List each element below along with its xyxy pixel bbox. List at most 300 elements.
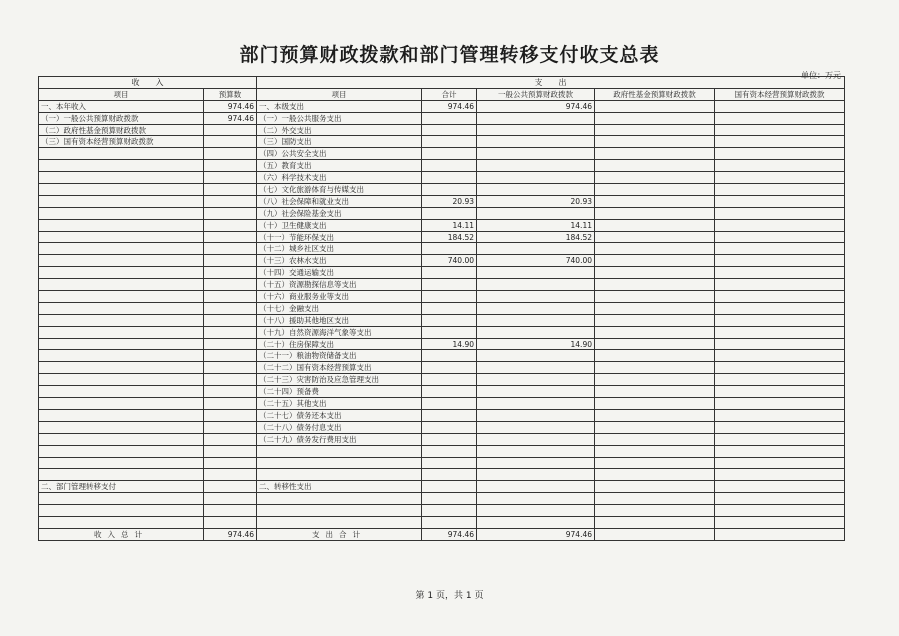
income-item-cell — [39, 172, 204, 184]
expense-item-cell: （二十二）国有资本经营预算支出 — [257, 362, 422, 374]
expense-item-cell: （二十四）预备费 — [257, 386, 422, 398]
table-row — [39, 112, 845, 124]
fund-budget-cell — [595, 302, 715, 314]
general-budget-cell — [477, 362, 595, 374]
income-value-cell — [204, 338, 257, 350]
income-value-cell — [204, 160, 257, 172]
income-value-cell — [204, 124, 257, 136]
fund-budget-cell — [595, 314, 715, 326]
expense-item-cell — [257, 516, 422, 528]
income-value-cell — [204, 457, 257, 469]
expense-item-cell — [257, 469, 422, 481]
income-value-cell — [204, 148, 257, 160]
table-row — [39, 279, 845, 291]
fund-budget-cell — [595, 184, 715, 196]
expense-total-cell — [422, 433, 477, 445]
general-budget-cell — [477, 326, 595, 338]
col-header-total: 合计 — [422, 88, 477, 100]
income-item-cell — [39, 255, 204, 267]
expense-total-cell — [422, 124, 477, 136]
income-value-cell — [204, 184, 257, 196]
expense-total-cell: 184.52 — [422, 231, 477, 243]
income-item-cell — [39, 469, 204, 481]
expense-total-cell — [422, 505, 477, 517]
state-capital-cell — [715, 398, 845, 410]
expense-item-cell: （二十九）债务发行费用支出 — [257, 433, 422, 445]
income-item-cell: 二、部门管理转移支付 — [39, 481, 204, 493]
expense-total-cell — [422, 350, 477, 362]
expense-item-cell: （九）社会保险基金支出 — [257, 207, 422, 219]
state-capital-cell — [715, 409, 845, 421]
state-capital-cell — [715, 457, 845, 469]
state-capital-cell — [715, 207, 845, 219]
expense-total-cell — [422, 516, 477, 528]
state-capital-cell — [715, 112, 845, 124]
expense-total-cell — [422, 148, 477, 160]
expense-total-cell: 20.93 — [422, 195, 477, 207]
general-budget-cell — [477, 445, 595, 457]
fund-budget-cell — [595, 112, 715, 124]
state-capital-cell — [715, 172, 845, 184]
general-budget-cell — [477, 243, 595, 255]
expense-item-cell: （二十七）债务还本支出 — [257, 409, 422, 421]
general-budget-cell — [477, 457, 595, 469]
table-row — [39, 398, 845, 410]
income-item-cell — [39, 219, 204, 231]
table-row — [39, 362, 845, 374]
income-value-cell — [204, 362, 257, 374]
general-budget-cell — [477, 386, 595, 398]
expense-total-cell — [422, 374, 477, 386]
income-item-cell — [39, 516, 204, 528]
general-budget-cell — [477, 291, 595, 303]
expense-total-cell — [422, 136, 477, 148]
income-value-cell — [204, 516, 257, 528]
income-value-cell — [204, 279, 257, 291]
table-row — [39, 445, 845, 457]
income-item-cell — [39, 374, 204, 386]
income-item-cell — [39, 445, 204, 457]
general-budget-cell: 14.11 — [477, 219, 595, 231]
income-value-cell: 974.46 — [204, 528, 257, 540]
income-item-cell — [39, 433, 204, 445]
income-item-cell — [39, 409, 204, 421]
expense-item-cell: 二、转移性支出 — [257, 481, 422, 493]
state-capital-cell — [715, 291, 845, 303]
fund-budget-cell — [595, 374, 715, 386]
expense-total-cell: 14.11 — [422, 219, 477, 231]
income-value-cell — [204, 302, 257, 314]
general-budget-cell — [477, 172, 595, 184]
expense-total-cell: 14.90 — [422, 338, 477, 350]
general-budget-cell — [477, 433, 595, 445]
income-value-cell — [204, 493, 257, 505]
state-capital-cell — [715, 302, 845, 314]
fund-budget-cell — [595, 100, 715, 112]
general-budget-cell: 20.93 — [477, 195, 595, 207]
state-capital-cell — [715, 421, 845, 433]
table-row — [39, 160, 845, 172]
table-row — [39, 374, 845, 386]
general-budget-cell — [477, 409, 595, 421]
income-item-cell — [39, 279, 204, 291]
state-capital-cell — [715, 314, 845, 326]
fund-budget-cell — [595, 172, 715, 184]
expense-section-header: 支 出 — [257, 77, 845, 89]
income-item-cell — [39, 184, 204, 196]
income-item-cell — [39, 421, 204, 433]
expense-total-cell — [422, 314, 477, 326]
income-item-cell — [39, 195, 204, 207]
fund-budget-cell — [595, 528, 715, 540]
income-value-cell — [204, 433, 257, 445]
table-row — [39, 124, 845, 136]
state-capital-cell — [715, 195, 845, 207]
income-item-cell — [39, 386, 204, 398]
income-value-cell — [204, 195, 257, 207]
general-budget-cell — [477, 421, 595, 433]
col-header-item: 项目 — [39, 88, 204, 100]
expense-item-cell: （五）教育支出 — [257, 160, 422, 172]
fund-budget-cell — [595, 362, 715, 374]
table-row — [39, 314, 845, 326]
expense-total-cell — [422, 457, 477, 469]
income-item-cell — [39, 326, 204, 338]
expense-total-cell — [422, 302, 477, 314]
state-capital-cell — [715, 243, 845, 255]
income-value-cell — [204, 207, 257, 219]
expense-item-cell: （二十三）灾害防治及应急管理支出 — [257, 374, 422, 386]
state-capital-cell — [715, 505, 845, 517]
expense-total-cell — [422, 326, 477, 338]
expense-total-cell — [422, 279, 477, 291]
table-row — [39, 433, 845, 445]
state-capital-cell — [715, 516, 845, 528]
expense-item-cell — [257, 445, 422, 457]
income-value-cell — [204, 350, 257, 362]
fund-budget-cell — [595, 231, 715, 243]
expense-item-cell: （十五）资源勘探信息等支出 — [257, 279, 422, 291]
income-value-cell — [204, 314, 257, 326]
state-capital-cell — [715, 160, 845, 172]
expense-item-cell: （十四）交通运输支出 — [257, 267, 422, 279]
expense-total-cell — [422, 172, 477, 184]
general-budget-cell — [477, 350, 595, 362]
expense-item-cell — [257, 493, 422, 505]
table-row — [39, 409, 845, 421]
expense-total-cell — [422, 386, 477, 398]
general-budget-cell — [477, 493, 595, 505]
expense-item-cell: （十八）援助其他地区支出 — [257, 314, 422, 326]
fund-budget-cell — [595, 219, 715, 231]
table-row — [39, 302, 845, 314]
expense-total-cell — [422, 481, 477, 493]
fund-budget-cell — [595, 326, 715, 338]
state-capital-cell — [715, 124, 845, 136]
general-budget-cell — [477, 124, 595, 136]
income-item-cell — [39, 398, 204, 410]
table-row — [39, 457, 845, 469]
expense-item-cell: （十六）商业服务业等支出 — [257, 291, 422, 303]
fund-budget-cell — [595, 255, 715, 267]
income-value-cell — [204, 326, 257, 338]
general-budget-cell — [477, 481, 595, 493]
fund-budget-cell — [595, 338, 715, 350]
table-row — [39, 469, 845, 481]
table-row — [39, 184, 845, 196]
general-budget-cell — [477, 314, 595, 326]
expense-item-cell: （三）国防支出 — [257, 136, 422, 148]
table-row — [39, 148, 845, 160]
general-budget-cell — [477, 398, 595, 410]
expense-total-cell: 740.00 — [422, 255, 477, 267]
expense-total-cell: 974.46 — [422, 100, 477, 112]
fund-budget-cell — [595, 243, 715, 255]
expense-total-cell — [422, 362, 477, 374]
income-item-cell — [39, 302, 204, 314]
state-capital-cell — [715, 326, 845, 338]
table-row — [39, 207, 845, 219]
expense-item-cell: （十三）农林水支出 — [257, 255, 422, 267]
income-value-cell — [204, 231, 257, 243]
state-capital-cell — [715, 148, 845, 160]
state-capital-cell — [715, 219, 845, 231]
income-item-cell — [39, 457, 204, 469]
expense-item-cell: （七）文化旅游体育与传媒支出 — [257, 184, 422, 196]
expense-item-cell: （二十八）债务付息支出 — [257, 421, 422, 433]
state-capital-cell — [715, 493, 845, 505]
table-row — [39, 100, 845, 112]
income-item-cell — [39, 314, 204, 326]
general-budget-cell — [477, 302, 595, 314]
expense-item-cell: （十七）金融支出 — [257, 302, 422, 314]
fund-budget-cell — [595, 493, 715, 505]
income-value-cell — [204, 409, 257, 421]
fund-budget-cell — [595, 207, 715, 219]
state-capital-cell — [715, 528, 845, 540]
general-budget-cell: 740.00 — [477, 255, 595, 267]
table-row — [39, 291, 845, 303]
section-header-row — [39, 77, 845, 89]
general-budget-cell — [477, 279, 595, 291]
fund-budget-cell — [595, 136, 715, 148]
expense-total-cell — [422, 243, 477, 255]
general-budget-cell — [477, 136, 595, 148]
document-title: 部门预算财政拨款和部门管理转移支付收支总表 — [239, 44, 660, 66]
general-budget-cell: 184.52 — [477, 231, 595, 243]
income-value-cell — [204, 398, 257, 410]
general-budget-cell — [477, 112, 595, 124]
table-row — [39, 386, 845, 398]
income-value-cell — [204, 481, 257, 493]
expense-item-cell: （一）一般公共服务支出 — [257, 112, 422, 124]
expense-item-cell: （二十五）其他支出 — [257, 398, 422, 410]
state-capital-cell — [715, 184, 845, 196]
income-value-cell — [204, 505, 257, 517]
income-item-cell: （三）国有资本经营预算财政拨款 — [39, 136, 204, 148]
state-capital-cell — [715, 338, 845, 350]
income-item-cell — [39, 267, 204, 279]
state-capital-cell — [715, 255, 845, 267]
income-value-cell — [204, 291, 257, 303]
fund-budget-cell — [595, 124, 715, 136]
income-item-cell — [39, 207, 204, 219]
expense-total-cell — [422, 112, 477, 124]
table-row — [39, 243, 845, 255]
table-row — [39, 350, 845, 362]
expense-item-cell: （二十）住房保障支出 — [257, 338, 422, 350]
table-row — [39, 219, 845, 231]
expense-item-cell: 一、本级支出 — [257, 100, 422, 112]
expense-total-cell — [422, 267, 477, 279]
income-value-cell — [204, 421, 257, 433]
table-body — [39, 77, 845, 541]
table-row — [39, 255, 845, 267]
state-capital-cell — [715, 445, 845, 457]
col-header-fund: 政府性基金预算财政拨款 — [595, 88, 715, 100]
income-value-cell — [204, 243, 257, 255]
state-capital-cell — [715, 469, 845, 481]
general-budget-cell — [477, 469, 595, 481]
general-budget-cell: 14.90 — [477, 338, 595, 350]
page-footer: 第 1 页，共 1 页 — [415, 591, 484, 601]
fund-budget-cell — [595, 421, 715, 433]
expense-item-cell: （十二）城乡社区支出 — [257, 243, 422, 255]
col-header-state-capital: 国有资本经营预算财政拨款 — [715, 88, 845, 100]
income-item-cell — [39, 231, 204, 243]
expense-item-cell — [257, 457, 422, 469]
general-budget-cell — [477, 184, 595, 196]
expense-total-cell — [422, 291, 477, 303]
table-row — [39, 172, 845, 184]
income-item-cell: 收入总计 — [39, 528, 204, 540]
income-value-cell: 974.46 — [204, 100, 257, 112]
column-header-row — [39, 88, 845, 100]
income-item-cell — [39, 148, 204, 160]
table-row — [39, 231, 845, 243]
income-section-header: 收 入 — [39, 77, 257, 89]
income-value-cell — [204, 374, 257, 386]
expense-total-cell — [422, 160, 477, 172]
total-row — [39, 528, 845, 540]
expense-item-cell: （八）社会保障和就业支出 — [257, 195, 422, 207]
fund-budget-cell — [595, 350, 715, 362]
income-item-cell — [39, 160, 204, 172]
income-item-cell — [39, 291, 204, 303]
table-row — [39, 267, 845, 279]
fund-budget-cell — [595, 433, 715, 445]
income-item-cell — [39, 362, 204, 374]
col-header-budget: 预算数 — [204, 88, 257, 100]
general-budget-cell — [477, 505, 595, 517]
table-row — [39, 516, 845, 528]
income-value-cell — [204, 255, 257, 267]
income-value-cell — [204, 445, 257, 457]
fund-budget-cell — [595, 291, 715, 303]
fund-budget-cell — [595, 398, 715, 410]
income-value-cell — [204, 172, 257, 184]
fund-budget-cell — [595, 195, 715, 207]
col-header-general: 一般公共预算财政拨款 — [477, 88, 595, 100]
state-capital-cell — [715, 267, 845, 279]
state-capital-cell — [715, 362, 845, 374]
state-capital-cell — [715, 136, 845, 148]
expense-item-cell: （二）外交支出 — [257, 124, 422, 136]
table-row — [39, 493, 845, 505]
fund-budget-cell — [595, 457, 715, 469]
general-budget-cell: 974.46 — [477, 528, 595, 540]
fund-budget-cell — [595, 267, 715, 279]
general-budget-cell — [477, 267, 595, 279]
general-budget-cell — [477, 374, 595, 386]
table-row — [39, 136, 845, 148]
expense-total-cell — [422, 421, 477, 433]
fund-budget-cell — [595, 481, 715, 493]
expense-item-cell: （十一）节能环保支出 — [257, 231, 422, 243]
table-row — [39, 195, 845, 207]
expense-item-cell: 支出合计 — [257, 528, 422, 540]
state-capital-cell — [715, 374, 845, 386]
expense-total-cell — [422, 184, 477, 196]
income-value-cell — [204, 219, 257, 231]
fund-budget-cell — [595, 516, 715, 528]
table-row — [39, 326, 845, 338]
expense-item-cell: （二十一）粮油物资储备支出 — [257, 350, 422, 362]
income-item-cell — [39, 338, 204, 350]
fund-budget-cell — [595, 148, 715, 160]
col-header-item-expense: 项目 — [257, 88, 422, 100]
state-capital-cell — [715, 433, 845, 445]
fund-budget-cell — [595, 409, 715, 421]
general-budget-cell — [477, 148, 595, 160]
expense-total-cell — [422, 207, 477, 219]
fund-budget-cell — [595, 505, 715, 517]
fund-budget-cell — [595, 469, 715, 481]
income-value-cell — [204, 386, 257, 398]
income-item-cell — [39, 350, 204, 362]
table-row — [39, 338, 845, 350]
fund-budget-cell — [595, 445, 715, 457]
income-item-cell — [39, 493, 204, 505]
fund-budget-cell — [595, 386, 715, 398]
expense-total-cell — [422, 469, 477, 481]
expense-item-cell: （六）科学技术支出 — [257, 172, 422, 184]
expense-total-cell — [422, 398, 477, 410]
income-value-cell — [204, 469, 257, 481]
state-capital-cell — [715, 100, 845, 112]
table-row — [39, 481, 845, 493]
expense-total-cell — [422, 493, 477, 505]
expense-total-cell: 974.46 — [422, 528, 477, 540]
expense-total-cell — [422, 445, 477, 457]
expense-item-cell: （十九）自然资源海洋气象等支出 — [257, 326, 422, 338]
income-value-cell: 974.46 — [204, 112, 257, 124]
state-capital-cell — [715, 231, 845, 243]
state-capital-cell — [715, 279, 845, 291]
general-budget-cell: 974.46 — [477, 100, 595, 112]
income-value-cell — [204, 267, 257, 279]
fund-budget-cell — [595, 279, 715, 291]
income-item-cell: 一、本年收入 — [39, 100, 204, 112]
income-item-cell: （一）一般公共预算财政拨款 — [39, 112, 204, 124]
fund-budget-cell — [595, 160, 715, 172]
expense-total-cell — [422, 409, 477, 421]
state-capital-cell — [715, 481, 845, 493]
unit-label: 单位：万元 — [801, 71, 841, 80]
income-item-cell — [39, 505, 204, 517]
table-row — [39, 505, 845, 517]
state-capital-cell — [715, 350, 845, 362]
